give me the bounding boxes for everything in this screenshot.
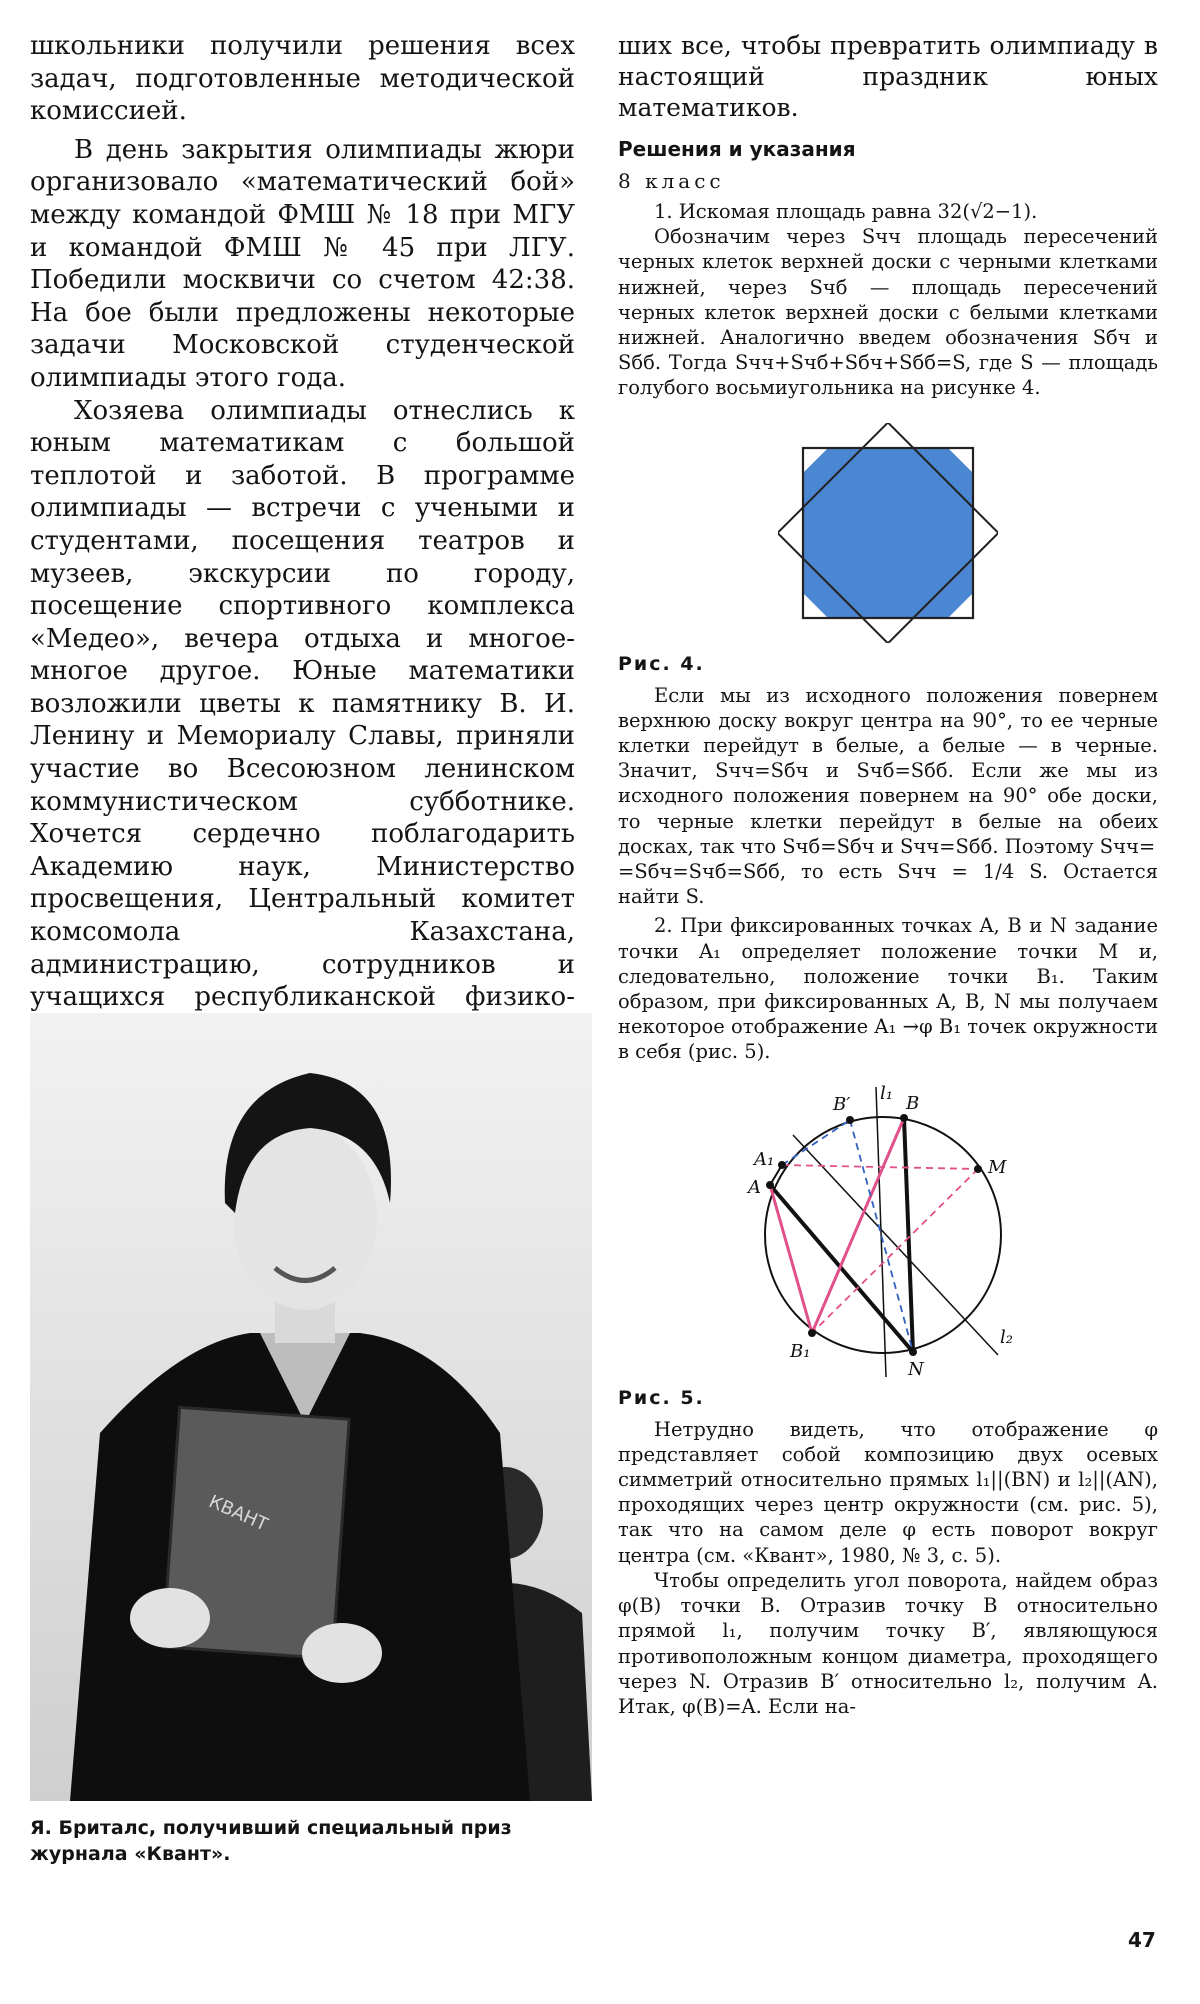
segment-AN bbox=[770, 1185, 913, 1352]
label-B: B bbox=[906, 1092, 920, 1114]
label-N: N bbox=[908, 1358, 924, 1380]
figure-4-label: Рис. 4. bbox=[618, 652, 705, 675]
segment-A1Bp bbox=[782, 1120, 850, 1165]
solution-2-angle: Чтобы определить угол поворота, найдем образ φ(B) точки B. Отразив точку B относительно прямой l₁, получим точку B′, являющуюся противоположным концом диаметра, проходящего через N. Отразив B′ относительно l₂, получим A. Итак, φ(B)=A. Если на- bbox=[618, 1568, 1158, 1718]
label-A1: A₁ bbox=[754, 1148, 775, 1170]
left-paragraph-2: В день закрытия олимпиады жюри организовало «математический бой» между командой ФМШ № 18 при МГУ и командой ФМШ № 45 при ЛГУ. Победили москвичи со счетом 42:38. На бое были предложены некоторые задачи Московской студенческой олимпиады этого года. bbox=[30, 134, 575, 393]
point-N bbox=[909, 1348, 917, 1356]
label-M: M bbox=[988, 1156, 1007, 1178]
point-Bp bbox=[846, 1116, 854, 1124]
figure-5 bbox=[738, 1085, 1038, 1385]
solution-1-text: Обозначим через Sчч площадь пересечений черных клеток верхней доски с черными клетками нижней, через Sчб — площадь пересечений черных клеток верхней доски с белыми клетками нижней. Аналогично введем обозначения Sбч и Sбб. Тогда Sчч+Sчб+Sбч+Sбб=S, где S — площадь голубого восьмиугольника на рисунке 4. bbox=[618, 225, 1158, 400]
segment-MB1 bbox=[812, 1169, 978, 1333]
label-B1: B₁ bbox=[790, 1340, 811, 1362]
left-paragraph-3: Хозяева олимпиады отнеслись к юным математикам с большой теплотой и заботой. В программе олимпиады — встречи с учеными и студентами, посещения театров и музеев, экскурсии по городу, посещение спортивного комплекса «Медео», вечера отдыха и многое-многое другое. Юные математики возложили цветы к памятнику В. И. Ленину и Мемориалу Славы, приняли участие во Всесоюзном ленинском коммунистическом субботнике. Хочется сердечно поблагодарить Академию наук, Министерство просвещения, Центральный комитет комсомола Казахстана, администрацию, сотрудников и учащихся республиканской физико- bbox=[30, 395, 575, 1013]
line-l1 bbox=[876, 1087, 886, 1377]
right-column bbox=[618, 30, 1158, 1719]
solution-1-conclusion: =Sбч=Sчб=Sбб, то есть Sчч = 1/4 S. Остается найти S. bbox=[618, 860, 1158, 909]
point-A bbox=[766, 1181, 774, 1189]
section-heading: Решения и указания bbox=[618, 137, 856, 161]
point-A1 bbox=[778, 1161, 786, 1169]
solution-2-text: 2. При фиксированных точках A, B и N задание точки A₁ определяет положение точки M и, следовательно, положение точки B₁. Таким образом, при фиксированных A, B, N мы получаем некоторое отображение A₁ →φ B₁ точек окружности в себя (рис. 5). bbox=[618, 914, 1158, 1064]
segment-BN bbox=[904, 1118, 913, 1352]
label-l2: l₂ bbox=[1000, 1326, 1013, 1348]
photo-britals bbox=[30, 1013, 592, 1801]
point-M bbox=[974, 1165, 982, 1173]
segment-B1B bbox=[812, 1118, 904, 1333]
left-column bbox=[30, 30, 575, 1046]
class-label: 8 класс bbox=[618, 169, 725, 193]
photo-caption: Я. Бриталс, получивший специальный приз журнала «Квант». bbox=[30, 1817, 512, 1865]
solution-1-answer: 1. Искомая площадь равна 32(√2−1). bbox=[654, 200, 1038, 223]
segment-A1M bbox=[782, 1165, 978, 1169]
label-Bp: B′ bbox=[833, 1093, 851, 1115]
page-number: 47 bbox=[1128, 1928, 1156, 1952]
point-B1 bbox=[808, 1329, 816, 1337]
right-paragraph-1: ших все, чтобы превратить олимпиаду в настоящий праздник юных математиков. bbox=[618, 31, 1158, 122]
solution-2-rotation: Нетрудно видеть, что отображение φ представляет собой композицию двух осевых симметрий относительно прямых l₁||(BN) и l₂||(AN), проходящих через центр окружности (см. рис. 5), так что на самом деле φ есть поворот вокруг центра (см. «Квант», 1980, № 3, с. 5). bbox=[618, 1417, 1158, 1567]
point-B bbox=[900, 1114, 908, 1122]
label-A: A bbox=[748, 1176, 761, 1198]
photo-image bbox=[30, 1013, 592, 1801]
left-paragraph-1: школьники получили решения всех задач, подготовленные методической комиссией. bbox=[30, 31, 575, 127]
blue-octagon bbox=[803, 448, 973, 618]
figure-4 bbox=[778, 423, 998, 643]
label-l1: l₁ bbox=[880, 1084, 893, 1104]
solution-1-continued: Если мы из исходного положения повернем верхнюю доску вокруг центра на 90°, то ее черные клетки перейдут в белые, а белые — в черные. Значит, Sчч=Sбч и Sчб=Sбб. Если же мы из исходного положения повернем на 90° обе доски, то черные клетки перейдут в белые на обеих досках, так что Sчб=Sбч и Sчч=Sбб. Поэтому Sчч= bbox=[618, 683, 1158, 858]
figure-5-label: Рис. 5. bbox=[618, 1386, 705, 1409]
book-title: КВАНТ bbox=[205, 1491, 271, 1536]
